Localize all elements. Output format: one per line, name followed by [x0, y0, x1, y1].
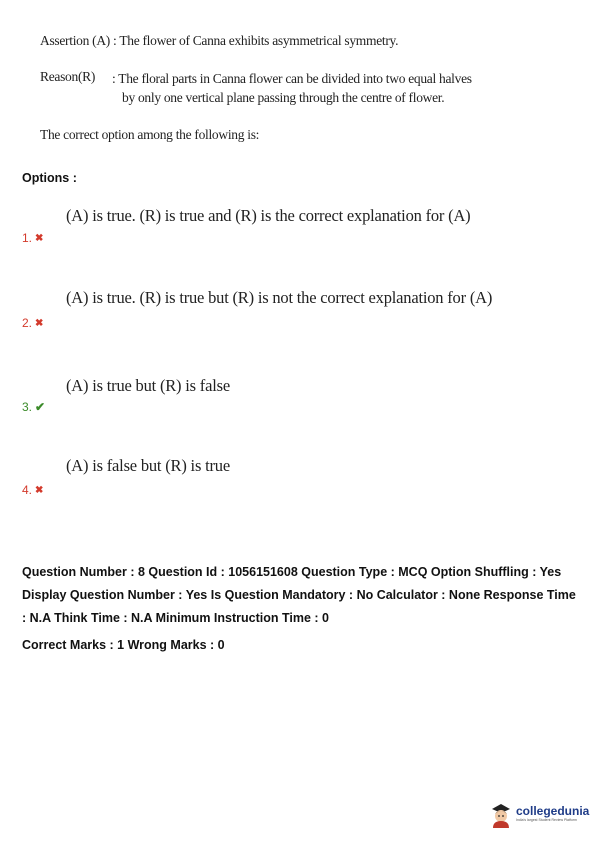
- cross-icon: ✖: [35, 232, 44, 244]
- assertion-text: Assertion (A) : The flower of Canna exhibits asymmetrical symmetry.: [40, 33, 399, 48]
- logo-tagline: India's largest Student Review Platform: [516, 818, 577, 822]
- option-4-number: [22, 483, 43, 497]
- marks-info: Correct Marks : 1 Wrong Marks : 0: [22, 638, 225, 652]
- reason-label: Reason(R): [40, 69, 96, 84]
- options-heading: Options :: [22, 171, 77, 185]
- question-metadata: [22, 561, 582, 630]
- option-number: 4.: [22, 483, 33, 497]
- option-3-number: [22, 400, 45, 414]
- cross-icon: ✖: [35, 484, 44, 496]
- option-2-text: (A) is true. (R) is true but (R) is not the correct explanation for (A): [66, 288, 493, 307]
- option-1-number: [22, 231, 43, 245]
- question-prompt: The correct option among the following is:: [40, 127, 260, 142]
- option-number: 1.: [22, 231, 33, 245]
- check-icon: ✔: [35, 400, 46, 414]
- option-4-text: (A) is false but (R) is true: [66, 456, 230, 475]
- metadata-line-3: : N.A Think Time : N.A Minimum Instruction Time : 0: [22, 611, 329, 625]
- option-2-number: [22, 316, 43, 330]
- option-3-text: (A) is true but (R) is false: [66, 376, 230, 395]
- option-number: 3.: [22, 400, 33, 414]
- option-number: 2.: [22, 316, 33, 330]
- metadata-line-2: Display Question Number : Yes Is Question Mandatory : No Calculator : None Response Time: [22, 588, 576, 602]
- student-avatar-icon: [489, 800, 513, 828]
- reason-text: [112, 69, 472, 107]
- reason-row: [40, 69, 472, 107]
- reason-line-2: by only one vertical plane passing through the centre of flower.: [122, 90, 445, 105]
- cross-icon: ✖: [35, 317, 44, 329]
- logo-brand-name: collegedunia: [516, 804, 590, 818]
- option-1-text: (A) is true. (R) is true and (R) is the correct explanation for (A): [66, 206, 471, 225]
- metadata-line-1: Question Number : 8 Question Id : 1056151608 Question Type : MCQ Option Shuffling : Yes: [22, 565, 562, 579]
- reason-line-1: : The floral parts in Canna flower can be divided into two equal halves: [112, 71, 472, 86]
- collegedunia-logo: [489, 800, 589, 828]
